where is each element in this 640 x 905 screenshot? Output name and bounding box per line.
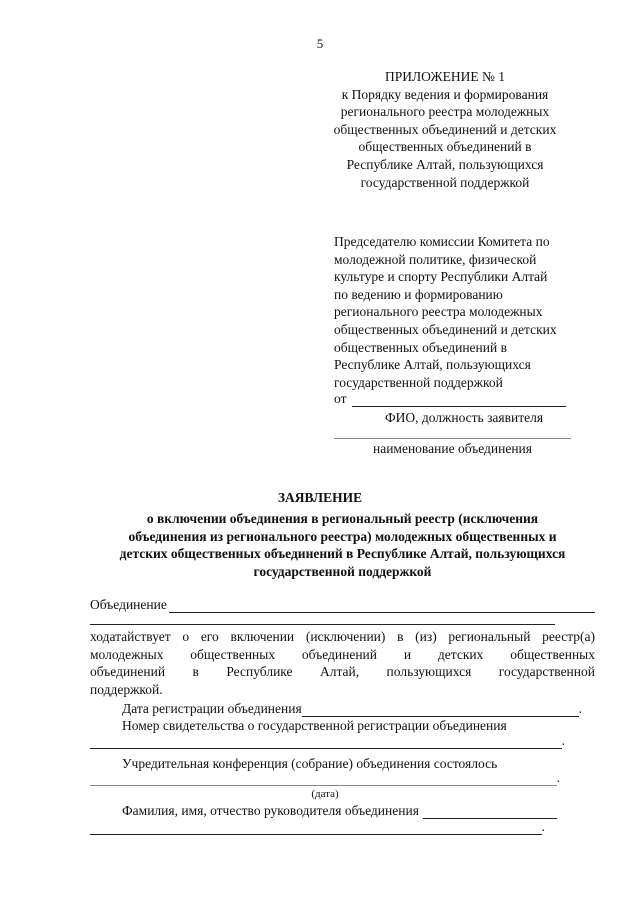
- date-caption: (дата): [311, 788, 339, 800]
- association-row: [90, 597, 595, 613]
- addressee-line: регионального реестра молодежных: [334, 304, 543, 320]
- addressee-line: общественных объединений и детских: [334, 321, 557, 337]
- petition-line: поддержкой.: [90, 681, 163, 697]
- certificate-label: Номер свидетельства о государственной регистрации объединения: [122, 718, 507, 733]
- appendix-line: общественных объединений в: [358, 139, 532, 155]
- applicant-name-field[interactable]: [352, 392, 566, 407]
- addressee-line: Председателю комиссии Комитета по: [334, 234, 550, 249]
- registration-date-label: Дата регистрации объединения: [122, 701, 302, 716]
- head-row-continuation: [90, 819, 545, 835]
- appendix-line: Республике Алтай, пользующихся: [346, 156, 544, 172]
- document-title: ЗАЯВЛЕНИЕ: [277, 490, 363, 505]
- from-label: от: [334, 391, 347, 406]
- appendix-line: общественных объединений и детских: [333, 121, 557, 137]
- appendix-line: регионального реестра молодежных: [340, 104, 550, 120]
- association-label: Объединение: [90, 597, 167, 612]
- head-name-field-continuation[interactable]: [90, 820, 542, 835]
- period: .: [556, 770, 560, 785]
- page-number: 5: [316, 36, 324, 51]
- appendix-line: к Порядку ведения и формирования: [341, 86, 549, 102]
- registration-date-row: [122, 701, 582, 717]
- period: .: [561, 733, 565, 748]
- certificate-number-field[interactable]: [90, 734, 562, 749]
- conference-date-field[interactable]: [90, 771, 557, 786]
- addressee-line: Республике Алтай, пользующихся: [334, 357, 531, 373]
- document-subtitle: [90, 510, 595, 580]
- petition-line: объединений в Республике Алтай, пользующихся государственной: [90, 664, 595, 680]
- appendix-line: государственной поддержкой: [360, 174, 530, 190]
- period: .: [541, 819, 545, 834]
- addressee-line: государственной поддержкой: [334, 374, 503, 390]
- organization-name-field[interactable]: [334, 438, 571, 439]
- head-name-field[interactable]: [423, 804, 557, 819]
- head-label: Фамилия, имя, отчество руководителя объединения: [122, 803, 419, 818]
- from-row: [334, 391, 566, 407]
- appendix-header: [300, 68, 590, 191]
- subtitle-line: объединения из регионального реестра) молодежных общественных и: [128, 528, 557, 544]
- certificate-row: [90, 733, 565, 749]
- conference-label: Учредительная конференция (собрание) объединения состоялось: [122, 756, 498, 771]
- petition-paragraph: [90, 628, 595, 698]
- fio-caption: ФИО, должность заявителя: [384, 410, 544, 425]
- addressee-line: культуре и спорту Республики Алтай: [334, 269, 548, 285]
- head-row: [122, 803, 557, 819]
- association-name-field-continuation[interactable]: [90, 624, 555, 625]
- subtitle-line: детских общественных объединений в Республике Алтай, пользующихся: [119, 546, 566, 561]
- association-name-field[interactable]: [169, 598, 595, 613]
- addressee-block: [334, 233, 594, 391]
- appendix-line: ПРИЛОЖЕНИЕ № 1: [384, 69, 506, 84]
- organization-caption: наименование объединения: [372, 441, 532, 456]
- addressee-line: общественных объединений в: [334, 339, 507, 355]
- petition-line: молодежных общественных объединений и детских общественных: [90, 646, 595, 662]
- petition-line: ходатайствует о его включении (исключении) в (из) региональный реестр(а): [90, 629, 595, 644]
- subtitle-line: о включении объединения в региональный реестр (исключения: [146, 511, 539, 526]
- addressee-line: молодежной политике, физической: [334, 251, 537, 267]
- addressee-line: по ведению и формированию: [334, 286, 503, 302]
- registration-date-field[interactable]: [302, 702, 579, 717]
- subtitle-line: государственной поддержкой: [253, 563, 432, 579]
- period: .: [578, 701, 582, 716]
- conference-row: [90, 770, 560, 786]
